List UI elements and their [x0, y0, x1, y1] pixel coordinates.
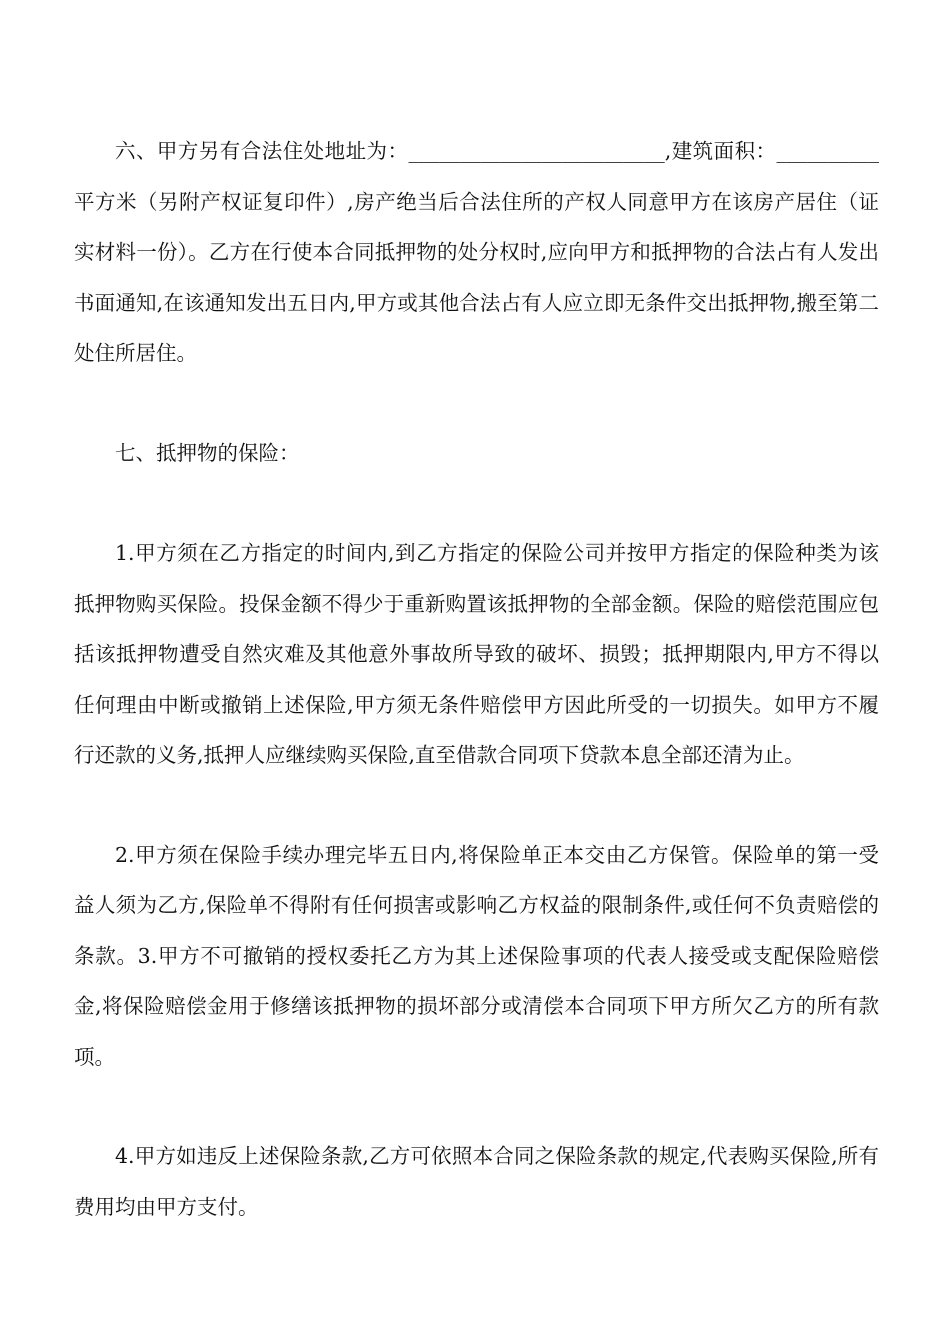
document-page: [74, 126, 879, 1232]
paragraph-clause-7-2-3: 2.甲方须在保险手续办理完毕五日内,将保险单正本交由乙方保管。保险单的第一受益人须为乙方,保险单不得附有任何损害或影响乙方权益的限制条件,或任何不负责赔偿的条款。3.甲方不可撤销的授权委托乙方为其上述保险事项的代表人接受或支配保险赔偿金,将保险赔偿金用于修缮该抵押物的损坏部分或清偿本合同项下甲方所欠乙方的所有款项。: [74, 842, 879, 1069]
paragraph-gap: [74, 379, 879, 428]
paragraph-clause-6: 六、甲方另有合法住处地址为：_________________________,建筑面积：__________平方米（另附产权证复印件）,房产绝当后合法住所的产权人同意甲方在该房产居住（证实材料一份）。乙方在行使本合同抵押物的处分权时,应向甲方和抵押物的合法占有人发出书面通知,在该通知发出五日内,甲方或其他合法占有人应立即无条件交出抵押物,搬至第二处住所居住。: [74, 139, 879, 365]
paragraph-clause-7-1: 1.甲方须在乙方指定的时间内,到乙方指定的保险公司并按甲方指定的保险种类为该抵押物购买保险。投保金额不得少于重新购置该抵押物的全部金额。保险的赔偿范围应包括该抵押物遭受自然灾难及其他意外事故所导致的破坏、损毁；抵押期限内,甲方不得以任何理由中断或撤销上述保险,甲方须无条件赔偿甲方因此所受的一切损失。如甲方不履行还款的义务,抵押人应继续购买保险,直至借款合同项下贷款本息全部还清为止。: [74, 541, 879, 767]
paragraph-clause-7-heading: 七、抵押物的保险：: [115, 440, 300, 465]
paragraph-gap: [74, 781, 879, 830]
paragraph-gap: [74, 478, 879, 528]
paragraph-clause-7-4: 4.甲方如违反上述保险条款,乙方可依照本合同之保险条款的规定,代表购买保险,所有费用均由甲方支付。: [74, 1144, 879, 1219]
paragraph-gap: [74, 1082, 879, 1131]
